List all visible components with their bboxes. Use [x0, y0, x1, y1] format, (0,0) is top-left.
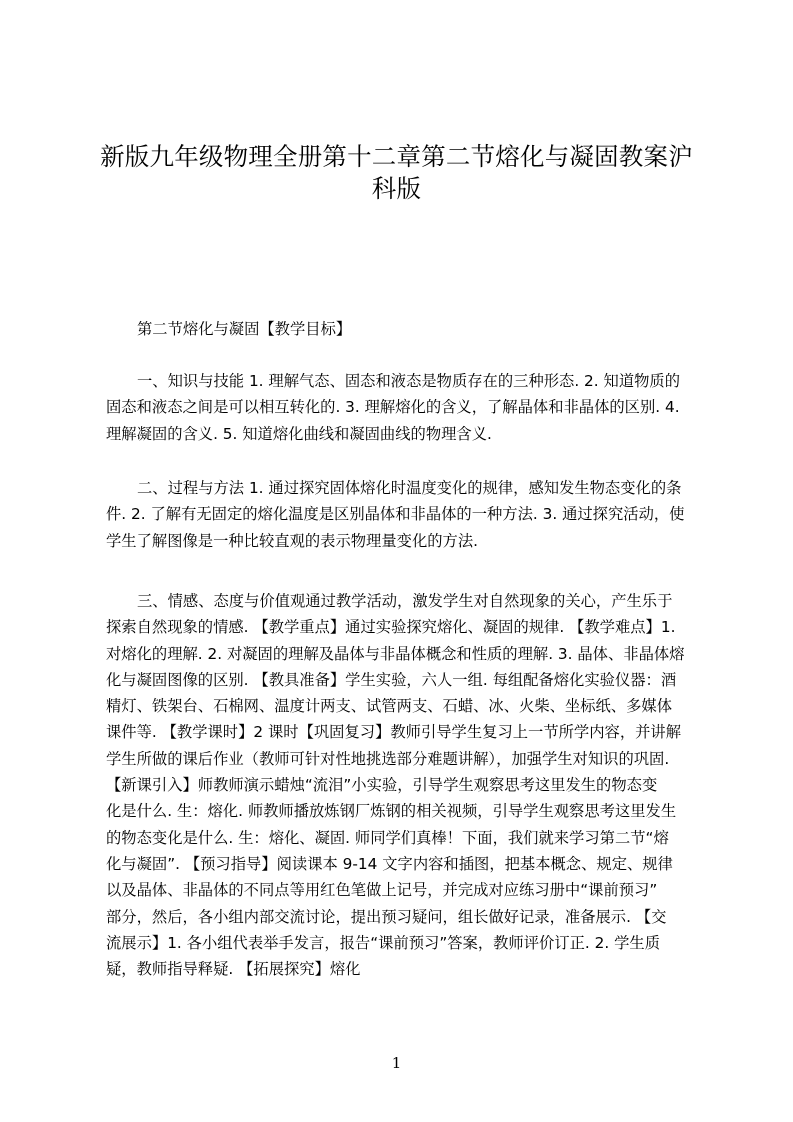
paragraph-line: 三、情感、态度与价值观通过教学活动，激发学生对自然现象的关心，产生乐于: [137, 592, 673, 610]
section-heading-text: 第二节熔化与凝固【教学目标】: [137, 320, 352, 338]
paragraph-line: 课件等. 【教学课时】2 课时【巩固复习】教师引导学生复习上一节所学内容，并讲解: [106, 723, 682, 742]
paragraph-line: 件. 2. 了解有无固定的熔化温度是区别晶体和非晶体的一种方法. 3. 通过探究活动，使: [106, 505, 685, 524]
paragraph-line: 精灯、铁架台、石棉网、温度计两支、试管两支、石蜡、冰、火柴、坐标纸、多媒体: [106, 697, 672, 716]
paragraph-line: 理解凝固的含义. 5. 知道熔化曲线和凝固曲线的物理含义.: [106, 424, 492, 443]
paragraph-emotion-attitude: [106, 588, 706, 982]
paragraph-line: 固态和液态之间是可以相互转化的. 3. 理解熔化的含义，了解晶体和非晶体的区别. 4.: [106, 398, 680, 417]
paragraph-process-methods: [106, 475, 706, 554]
paragraph-line: 疑，教师指导释疑. 【拓展探究】熔化: [106, 960, 361, 979]
paragraph-line: 一、知识与技能 1. 理解气态、固态和液态是物质存在的三种形态. 2. 知道物质的: [137, 372, 681, 390]
title-line: 新版九年级物理全册第十二章第二节熔化与凝固教案沪: [100, 142, 693, 171]
paragraph-line: 对熔化的理解. 2. 对凝固的理解及晶体与非晶体概念和性质的理解. 3. 晶体、非晶体熔: [106, 644, 685, 663]
paragraph-line: 化是什么. 生：熔化. 师教师播放炼钢厂炼钢的相关视频，引导学生观察思考这里发生: [106, 802, 677, 821]
paragraph-line: 探索自然现象的情感. 【教学重点】通过实验探究熔化、凝固的规律. 【教学难点】1.: [106, 618, 676, 637]
paragraph-line: 学生了解图像是一种比较直观的表示物理量变化的方法.: [106, 531, 478, 550]
paragraph-line: 部分，然后，各小组内部交流讨论，提出预习疑问，组长做好记录，准备展示. 【交: [106, 907, 667, 926]
paragraph-line: 化与凝固”. 【预习指导】阅读课本 9-14 文字内容和插图，把基本概念、规定、规律: [106, 854, 673, 873]
page-number: 1: [391, 1054, 402, 1072]
title-line: 科版: [371, 174, 422, 203]
paragraph-line: 【新课引入】师教师演示蜡烛“流泪”小实验，引导学生观察思考这里发生的物态变: [106, 776, 658, 795]
section-heading: [106, 316, 706, 342]
document-title: [0, 141, 793, 205]
paragraph-line: 学生所做的课后作业（教师可针对性地挑选部分难题讲解），加强学生对知识的巩固.: [106, 749, 670, 768]
paragraph-line: 流展示】1. 各小组代表举手发言，报告“课前预习”答案，教师评价订正. 2. 学生质: [106, 933, 660, 952]
paragraph-line: 的物态变化是什么. 生：熔化、凝固. 师同学们真棒！下面，我们就来学习第二节“熔: [106, 828, 669, 847]
paragraph-line: 以及晶体、非晶体的不同点等用红色笔做上记号，并完成对应练习册中“课前预习”: [106, 881, 658, 900]
paragraph-knowledge-skills: [106, 368, 706, 447]
paragraph-line: 二、过程与方法 1. 通过探究固体熔化时温度变化的规律，感知发生物态变化的条: [137, 479, 682, 497]
paragraph-line: 化与凝固图像的区别. 【教具准备】学生实验，六人一组. 每组配备熔化实验仪器：酒: [106, 670, 677, 689]
